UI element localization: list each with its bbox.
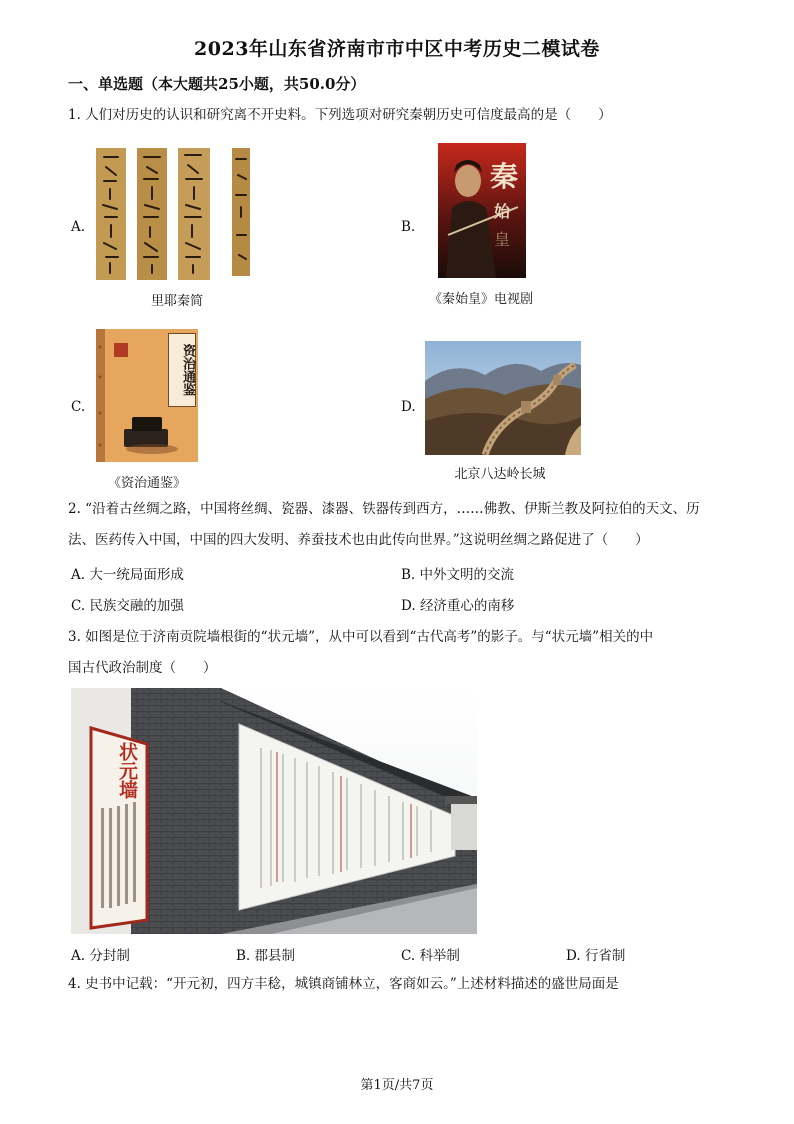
q3-option-b[interactable] — [236, 944, 295, 964]
question-3-line-1: 3. 如图是位于济南贡院墙根街的“状元墙”，从中可以看到“古代高考”的影子。与“状元墙”相关的中 — [68, 629, 654, 645]
zhuangyuan-wall-photo — [71, 688, 477, 934]
q1-option-a-caption: 里耶秦简 — [150, 294, 203, 309]
q3-option-a-letter: A. — [71, 948, 86, 964]
q2-option-a[interactable] — [71, 563, 184, 583]
poster-char-1: 秦 — [490, 160, 519, 193]
q2-option-c-letter: C. — [71, 598, 86, 614]
book-title-label: 资治通鉴 — [168, 333, 196, 407]
qin-bamboo-slips-image — [92, 145, 254, 281]
q1-option-b-caption: 《秦始皇》电视剧 — [428, 292, 533, 307]
q2-option-a-letter: A. — [71, 567, 86, 583]
q2-option-d[interactable] — [401, 594, 514, 614]
q3-option-d[interactable] — [566, 944, 625, 964]
q2-option-c-text: 民族交融的加强 — [89, 598, 184, 614]
q2-option-b-text: 中外文明的交流 — [419, 567, 515, 583]
zhuangyuan-wall-title: 状元墙 — [116, 742, 138, 799]
q1-option-c-caption: 《资治通鉴》 — [107, 476, 186, 491]
question-4-stem: 4. 史书中记载：“开元初，四方丰稔，城镇商铺林立，客商如云。”上述材料描述的盛世局面是 — [68, 976, 619, 992]
zizhi-tongjian-book-cover-image — [96, 329, 198, 462]
q2-option-a-text: 大一统局面形成 — [89, 567, 184, 583]
q3-option-c-text: 科举制 — [419, 948, 460, 964]
q3-option-a-text: 分封制 — [89, 948, 130, 964]
q3-option-a[interactable] — [71, 944, 130, 964]
q1-option-a-letter: A. — [71, 219, 86, 235]
q1-option-b-letter: B. — [401, 219, 416, 235]
exam-title: 2023年山东省济南市市中区中考历史二模试卷 — [194, 38, 600, 60]
q1-option-d-letter: D. — [401, 399, 416, 415]
q3-option-c[interactable] — [401, 944, 460, 964]
q2-option-d-letter: D. — [401, 598, 416, 614]
question-1-stem: 1. 人们对历史的认识和研究离不开史料。下列选项对研究秦朝历史可信度最高的是（ ） — [68, 107, 612, 123]
q3-option-b-text: 郡县制 — [254, 948, 296, 964]
question-3-line-2: 国古代政治制度（ ） — [68, 660, 217, 676]
poster-char-3: 皇 — [494, 230, 511, 249]
q2-option-b-letter: B. — [401, 567, 416, 583]
qin-shihuang-tv-poster-image — [438, 143, 526, 278]
q3-option-b-letter: B. — [236, 948, 251, 964]
poster-char-2: 始 — [494, 202, 511, 221]
q2-option-b[interactable] — [401, 563, 514, 583]
section-heading: 一、单选题（本大题共25小题，共50.0分） — [68, 75, 366, 93]
q3-option-d-text: 行省制 — [584, 948, 626, 964]
q3-option-c-letter: C. — [401, 948, 416, 964]
q2-option-c[interactable] — [71, 594, 184, 614]
page-number: 第1页/共7页 — [360, 1078, 434, 1093]
q2-option-d-text: 经济重心的南移 — [419, 598, 515, 614]
q1-option-c-letter: C. — [71, 399, 86, 415]
q3-option-d-letter: D. — [566, 948, 581, 964]
badaling-great-wall-image — [425, 341, 581, 455]
question-2-line-2: 法、医药传入中国，中国的四大发明、养蚕技术也由此传向世界。”这说明丝绸之路促进了（ ） — [68, 532, 649, 548]
q1-option-d-caption: 北京八达岭长城 — [454, 467, 546, 482]
question-2-line-1: 2. “沿着古丝绸之路，中国将丝绸、瓷器、漆器、铁器传到西方，……佛教、伊斯兰教及阿拉伯的天文、历 — [68, 501, 700, 517]
